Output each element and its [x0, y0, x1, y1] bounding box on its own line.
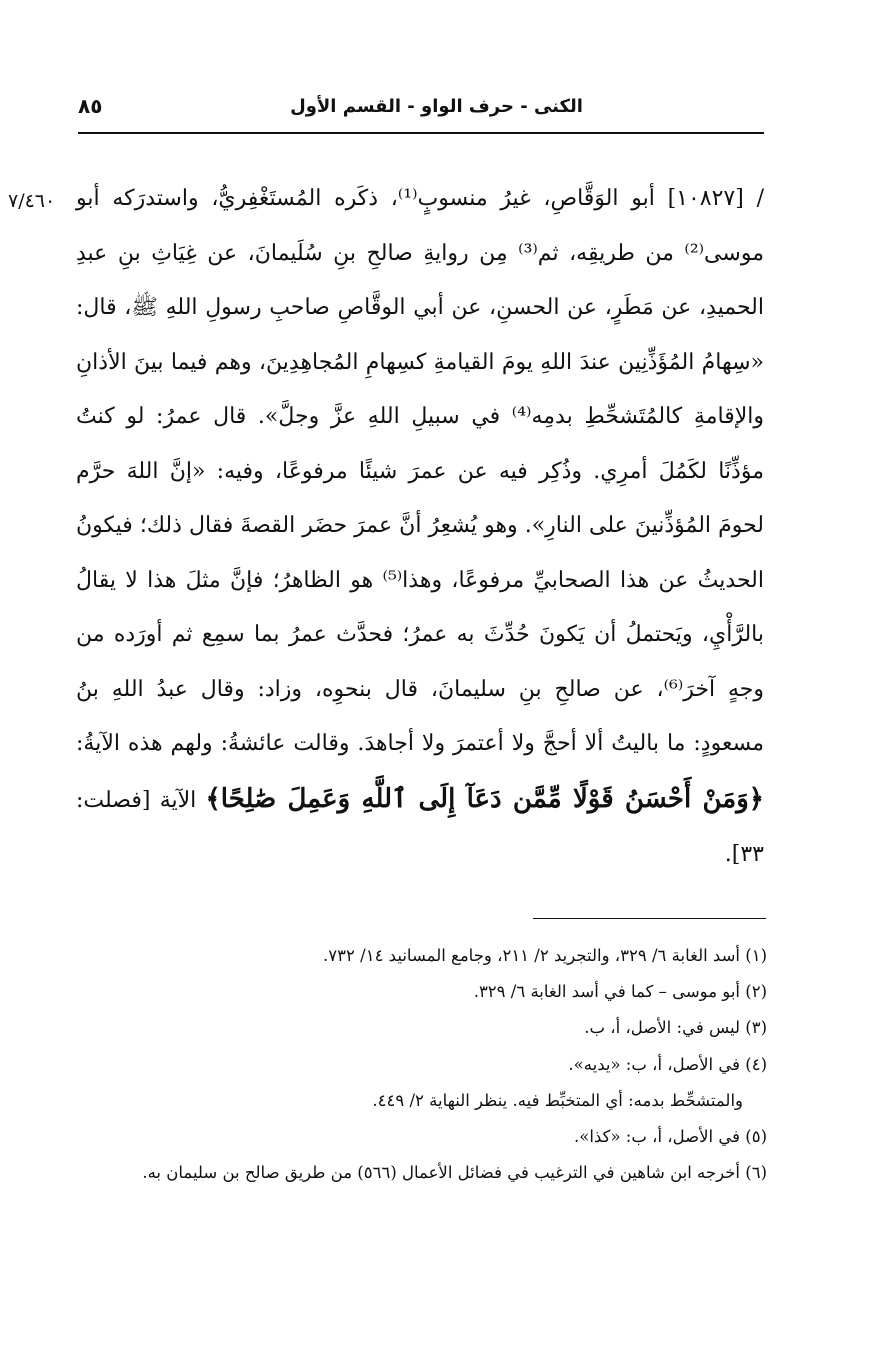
footnotes [67, 938, 767, 1191]
quran-verse: ﴿وَمَنْ أَحْسَنُ قَوْلًا مِّمَّن دَعَآ إِلَى ٱللَّهِ وَعَمِلَ صَٰلِحًا﴾ [205, 783, 765, 814]
margin-volume-page-reference: ٧/٤٦٠ [8, 190, 56, 212]
footnote-1: (١) أسد الغابة ٦/ ٣٢٩، والتجريد ٢/ ٢١١، وجامع المسانيد ١٤/ ٧٣٢. [323, 946, 767, 965]
page-number: ٨٥ [78, 94, 103, 118]
entry-body [76, 172, 764, 883]
verse-citation: الآية [فصلت: ٣٣]. [76, 787, 764, 867]
entry-paragraph [76, 172, 764, 883]
footnote-4-note: والمتشحِّط بدمه: أي المتخبِّط فيه. ينظر النهاية ٢/ ٤٤٩. [372, 1090, 743, 1110]
footnote-5: (٥) في الأصل، أ، ب: «كذا». [574, 1127, 767, 1147]
entry-text: / [١٠٨٢٧] أبو الوَقَّاصِ، غيرُ منسوبٍ⁽¹⁾، ذكَره المُستَغْفِريُّ، واستدرَكه أبو موسى⁽²⁾ من طريقِه، ثم⁽³⁾ مِن روايةِ صالحِ بنِ سُلَيمانَ، عن غِيَاثِ بنِ عبدِ الحميدِ، عن مَطَرٍ، عن الحسنِ، عن أبي الوقَّاصِ صاحبِ رسولِ اللهِ ﷺ، قال: «سِهامُ المُؤَذِّنِين عندَ اللهِ يومَ القيامةِ كسِهامِ المُجاهِدِينَ، وهم فيما بينَ الأذانِ والإقامةِ كالمُتَشحِّطِ بدمِه⁽⁴⁾ في سبيلِ اللهِ عزَّ وجلَّ». قال عمرُ: لو كنتُ مؤذِّنًا لكَمُلَ أمرِي. وذُكِر فيه عن عمرَ شيئًا مرفوعًا، وفيه: «إنَّ اللهَ حرَّم لحومَ المُؤذِّنينَ على النارِ». وهو يُشعِرُ أنَّ عمرَ حضَر القصةَ فقال ذلك؛ فيكونُ الحديثُ عن هذا الصحابيِّ مرفوعًا، وهذا⁽⁵⁾ هو الظاهرُ؛ فإنَّ مثلَ هذا لا يقالُ بالرَّأْيِ، ويَحتملُ أن يَكونَ حُدِّثَ به عمرُ؛ فحدَّث عمرُ بما سمِع ثم أورَده من وجهٍ آخرَ⁽⁶⁾، عن صالحِ بنِ سليمانَ، قال بنحوِه، وزاد: وقال عبدُ اللهِ بنُ مسعودٍ: ما باليتُ ألا أحجَّ ولا أعتمرَ ولا أجاهدَ. وقالت عائشةُ: ولهم هذه الآيةُ: [76, 186, 764, 756]
footnote-4: (٤) في الأصل، أ، ب: «يديه». [568, 1054, 767, 1074]
footnote-3: (٣) ليس في: الأصل، أ، ب. [584, 1018, 767, 1038]
running-title: الكنى - حرف الواو - القسم الأول [290, 96, 583, 117]
footnote-2: (٢) أبو موسى – كما في أسد الغابة ٦/ ٣٢٩. [473, 982, 767, 1002]
footnote-separator [533, 918, 766, 919]
header-rule [78, 132, 764, 134]
footnote-6: (٦) أخرجه ابن شاهين في الترغيب في فضائل الأعمال (٥٦٦) من طريق صالح بن سليمان به. [142, 1163, 767, 1183]
